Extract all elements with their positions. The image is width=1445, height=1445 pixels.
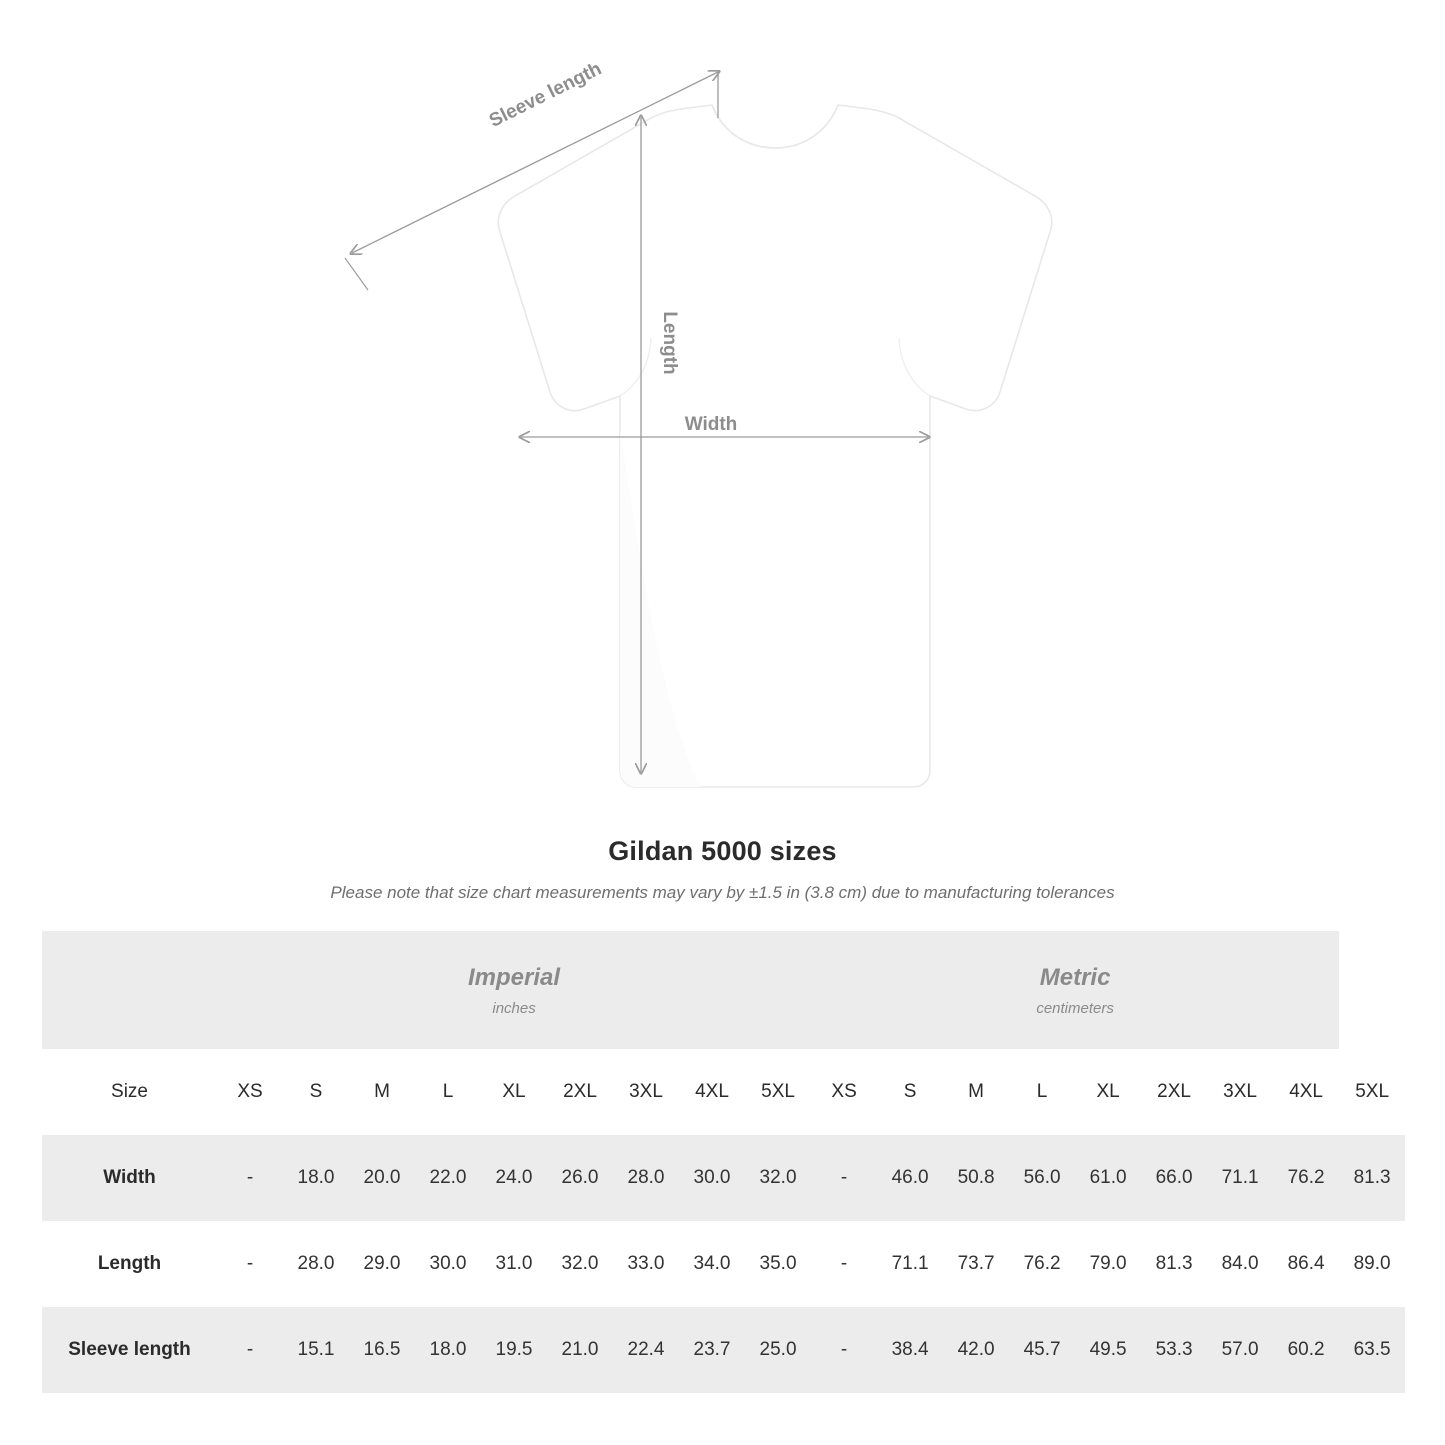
header-size-imp-3xl: 3XL xyxy=(613,1049,679,1135)
header-size-imp-5xl: 5XL xyxy=(745,1049,811,1135)
header-size-imp-l: L xyxy=(415,1049,481,1135)
header-size-imp-xl: XL xyxy=(481,1049,547,1135)
row-label-sleeve-length: Sleeve length xyxy=(42,1307,217,1393)
page-title: Gildan 5000 sizes xyxy=(608,836,837,866)
length-label: Length xyxy=(659,311,680,375)
cell-length-met-3xl: 84.0 xyxy=(1207,1221,1273,1307)
size-table xyxy=(42,931,1405,1393)
unit-header-row xyxy=(42,931,1405,1049)
cell-sleeve-imp-m: 16.5 xyxy=(349,1307,415,1393)
cell-length-imp-4xl: 34.0 xyxy=(679,1221,745,1307)
cell-sleeve-imp-5xl: 25.0 xyxy=(745,1307,811,1393)
cell-sleeve-met-xl: 49.5 xyxy=(1075,1307,1141,1393)
cell-length-met-4xl: 86.4 xyxy=(1273,1221,1339,1307)
header-size-imp-m: M xyxy=(349,1049,415,1135)
header-size-met-l: L xyxy=(1009,1049,1075,1135)
cell-length-imp-xl: 31.0 xyxy=(481,1221,547,1307)
cell-width-imp-4xl: 30.0 xyxy=(679,1135,745,1221)
header-size-imp-2xl: 2XL xyxy=(547,1049,613,1135)
cell-width-imp-s: 18.0 xyxy=(283,1135,349,1221)
cell-length-imp-m: 29.0 xyxy=(349,1221,415,1307)
unit-name-imperial: Imperial xyxy=(468,963,561,991)
cell-width-imp-l: 22.0 xyxy=(415,1135,481,1221)
unit-header-imperial xyxy=(217,931,811,1049)
cell-width-met-s: 46.0 xyxy=(877,1135,943,1221)
cell-length-met-s: 71.1 xyxy=(877,1221,943,1307)
cell-length-met-l: 76.2 xyxy=(1009,1221,1075,1307)
header-size-met-4xl: 4XL xyxy=(1273,1049,1339,1135)
tshirt-shape xyxy=(498,105,1051,787)
cell-sleeve-met-3xl: 57.0 xyxy=(1207,1307,1273,1393)
header-size-met-3xl: 3XL xyxy=(1207,1049,1273,1135)
header-size-met-xl: XL xyxy=(1075,1049,1141,1135)
cell-width-imp-5xl: 32.0 xyxy=(745,1135,811,1221)
cell-width-met-xl: 61.0 xyxy=(1075,1135,1141,1221)
cell-width-imp-2xl: 26.0 xyxy=(547,1135,613,1221)
cell-sleeve-imp-l: 18.0 xyxy=(415,1307,481,1393)
cell-width-met-3xl: 71.1 xyxy=(1207,1135,1273,1221)
cell-width-met-m: 50.8 xyxy=(943,1135,1009,1221)
row-label-width: Width xyxy=(42,1135,217,1221)
table-row xyxy=(42,1135,1405,1221)
unit-name-metric: Metric xyxy=(1039,963,1111,991)
cell-sleeve-met-l: 45.7 xyxy=(1009,1307,1075,1393)
size-table-wrap xyxy=(42,931,1403,1393)
sleeve-length-label: Sleeve length xyxy=(486,58,606,132)
cell-width-met-4xl: 76.2 xyxy=(1273,1135,1339,1221)
tolerance-note: Please note that size chart measurements may vary by ±1.5 in (3.8 cm) due to manufacturing tolerances xyxy=(330,883,1115,902)
header-size-imp-4xl: 4XL xyxy=(679,1049,745,1135)
title-block xyxy=(0,836,1445,903)
header-size-imp-s: S xyxy=(283,1049,349,1135)
cell-length-imp-5xl: 35.0 xyxy=(745,1221,811,1307)
header-size-label: Size xyxy=(42,1049,217,1135)
cell-sleeve-met-4xl: 60.2 xyxy=(1273,1307,1339,1393)
width-label: Width xyxy=(684,414,738,435)
cell-sleeve-imp-3xl: 22.4 xyxy=(613,1307,679,1393)
cell-sleeve-imp-s: 15.1 xyxy=(283,1307,349,1393)
cell-width-met-l: 56.0 xyxy=(1009,1135,1075,1221)
cell-width-met-2xl: 66.0 xyxy=(1141,1135,1207,1221)
header-size-met-s: S xyxy=(877,1049,943,1135)
cell-length-imp-2xl: 32.0 xyxy=(547,1221,613,1307)
cell-sleeve-met-s: 38.4 xyxy=(877,1307,943,1393)
cell-width-met-xs: - xyxy=(811,1135,877,1221)
cell-sleeve-met-5xl: 63.5 xyxy=(1339,1307,1405,1393)
unit-header-spacer xyxy=(42,931,217,1049)
cell-length-met-5xl: 89.0 xyxy=(1339,1221,1405,1307)
unit-sub-imperial: inches xyxy=(492,999,536,1017)
cell-length-met-m: 73.7 xyxy=(943,1221,1009,1307)
table-row xyxy=(42,1307,1405,1393)
cell-sleeve-met-2xl: 53.3 xyxy=(1141,1307,1207,1393)
cell-sleeve-imp-xl: 19.5 xyxy=(481,1307,547,1393)
cell-length-imp-s: 28.0 xyxy=(283,1221,349,1307)
header-size-imp-xs: XS xyxy=(217,1049,283,1135)
cell-width-imp-3xl: 28.0 xyxy=(613,1135,679,1221)
unit-header-metric xyxy=(811,931,1339,1049)
row-label-length: Length xyxy=(42,1221,217,1307)
cell-sleeve-imp-4xl: 23.7 xyxy=(679,1307,745,1393)
unit-sub-metric: centimeters xyxy=(1036,999,1114,1017)
cell-length-met-xs: - xyxy=(811,1221,877,1307)
cell-width-imp-m: 20.0 xyxy=(349,1135,415,1221)
cell-width-met-5xl: 81.3 xyxy=(1339,1135,1405,1221)
cell-length-imp-l: 30.0 xyxy=(415,1221,481,1307)
size-header-row xyxy=(42,1049,1405,1135)
header-size-met-2xl: 2XL xyxy=(1141,1049,1207,1135)
cell-width-imp-xl: 24.0 xyxy=(481,1135,547,1221)
cell-sleeve-imp-2xl: 21.0 xyxy=(547,1307,613,1393)
cell-length-imp-xs: - xyxy=(217,1221,283,1307)
cell-length-imp-3xl: 33.0 xyxy=(613,1221,679,1307)
table-row xyxy=(42,1221,1405,1307)
cell-sleeve-met-m: 42.0 xyxy=(943,1307,1009,1393)
header-size-met-m: M xyxy=(943,1049,1009,1135)
cell-sleeve-met-xs: - xyxy=(811,1307,877,1393)
cell-length-met-2xl: 81.3 xyxy=(1141,1221,1207,1307)
header-size-met-xs: XS xyxy=(811,1049,877,1135)
cell-width-imp-xs: - xyxy=(217,1135,283,1221)
cell-length-met-xl: 79.0 xyxy=(1075,1221,1141,1307)
cell-sleeve-imp-xs: - xyxy=(217,1307,283,1393)
header-size-met-5xl: 5XL xyxy=(1339,1049,1405,1135)
